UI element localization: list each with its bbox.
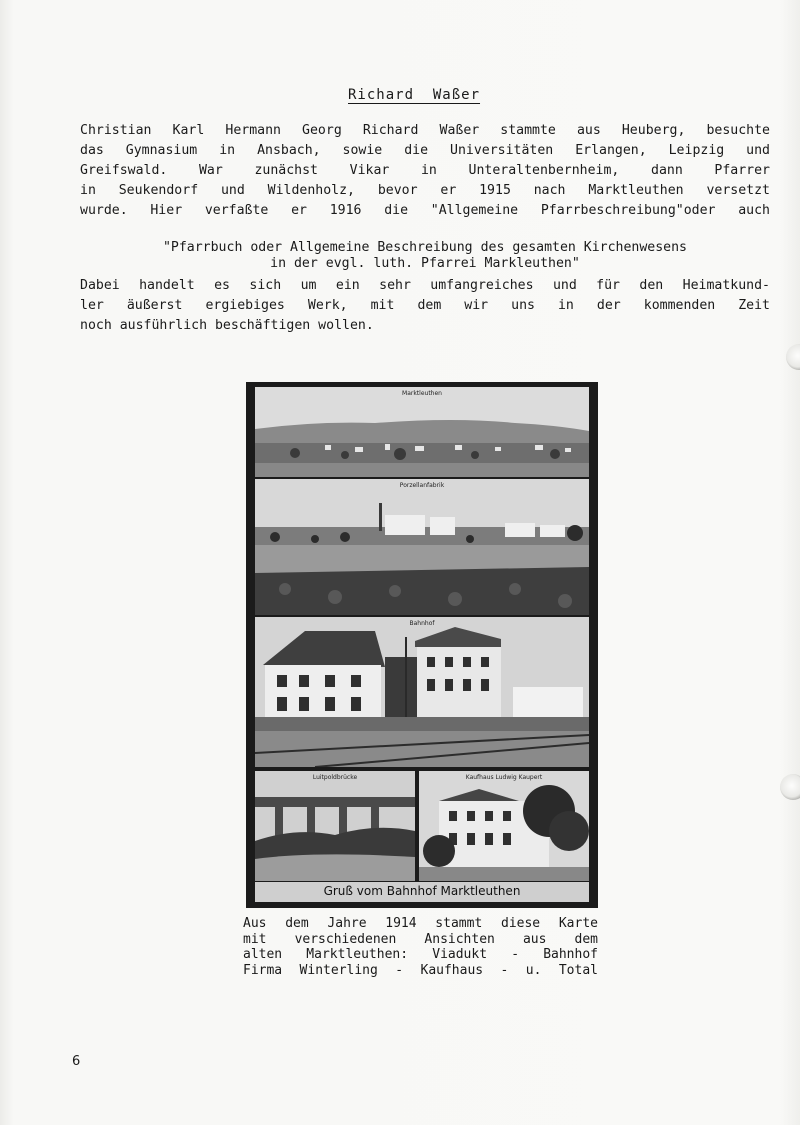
- paragraph-line: Dabei handelt es sich um ein sehr umfangreiches und für den Heimatkund-: [80, 278, 770, 293]
- quote-line: in der evgl. luth. Pfarrei Markleuthen": [270, 256, 580, 271]
- caption-line: Aus dem Jahre 1914 stammt diese Karte: [243, 916, 598, 931]
- closing-paragraph: [80, 276, 770, 336]
- store-photo: [419, 771, 589, 881]
- panel-label: Kaufhaus Ludwig Kaupert: [465, 774, 543, 781]
- paragraph-line: Christian Karl Hermann Georg Richard Waßer stammte aus Heuberg, besuchte: [80, 123, 770, 138]
- station-photo: [255, 617, 589, 767]
- caption-line: mit verschiedenen Ansichten aus dem: [243, 931, 598, 947]
- paragraph-line: ler äußerst ergiebiges Werk, mit dem wir uns in der kommenden Zeit: [80, 298, 770, 313]
- postcard-station-view: [255, 617, 589, 767]
- postcard-viaduct-view: [255, 771, 415, 881]
- postcard-store-view: [419, 771, 589, 881]
- paragraph-line: das Gymnasium in Ansbach, sowie die Universitäten Erlangen, Leipzig und: [80, 143, 770, 158]
- book-title-quote: [80, 240, 770, 272]
- panel-label: Bahnhof: [409, 620, 435, 627]
- page-title: Richard Waßer: [348, 87, 481, 103]
- paragraph-line: wurde. Hier verfaßte er 1916 die "Allgemeine Pfarrbeschreibung"oder auch: [80, 203, 770, 218]
- panel-label: Marktleuthen: [402, 390, 442, 397]
- quote-line: "Pfarrbuch oder Allgemeine Beschreibung des gesamten Kirchenwesens: [162, 240, 687, 255]
- panel-label: Porzellanfabrik: [399, 482, 445, 489]
- punch-hole-upper: [786, 344, 800, 370]
- page-number: 6: [72, 1054, 81, 1069]
- factory-photo: [255, 479, 589, 615]
- postcard-factory-view: [255, 479, 589, 615]
- paragraph-line: in Seukendorf und Wildenholz, bevor er 1915 nach Marktleuthen versetzt: [80, 183, 770, 198]
- viaduct-photo: [255, 771, 415, 881]
- historic-postcard: [246, 382, 598, 908]
- panorama-photo: [255, 387, 589, 477]
- postcard-greeting-strip: [255, 882, 589, 902]
- caption-line: alten Marktleuthen: Viadukt - Bahnhof: [243, 947, 598, 962]
- postcard-panorama-view: [255, 387, 589, 477]
- intro-paragraph: [80, 121, 770, 221]
- paragraph-line: Greifswald. War zunächst Vikar in Unteraltenbernheim, dann Pfarrer: [80, 163, 770, 178]
- punch-hole-lower: [780, 774, 800, 800]
- postcard-greeting: Gruß vom Bahnhof Marktleuthen: [323, 884, 521, 898]
- postcard-caption: [243, 916, 598, 978]
- caption-line: Firma Winterling - Kaufhaus - u. Total: [243, 962, 598, 978]
- paragraph-line: noch ausführlich beschäftigen wollen.: [80, 318, 374, 333]
- panel-label: Luitpoldbrücke: [312, 774, 358, 781]
